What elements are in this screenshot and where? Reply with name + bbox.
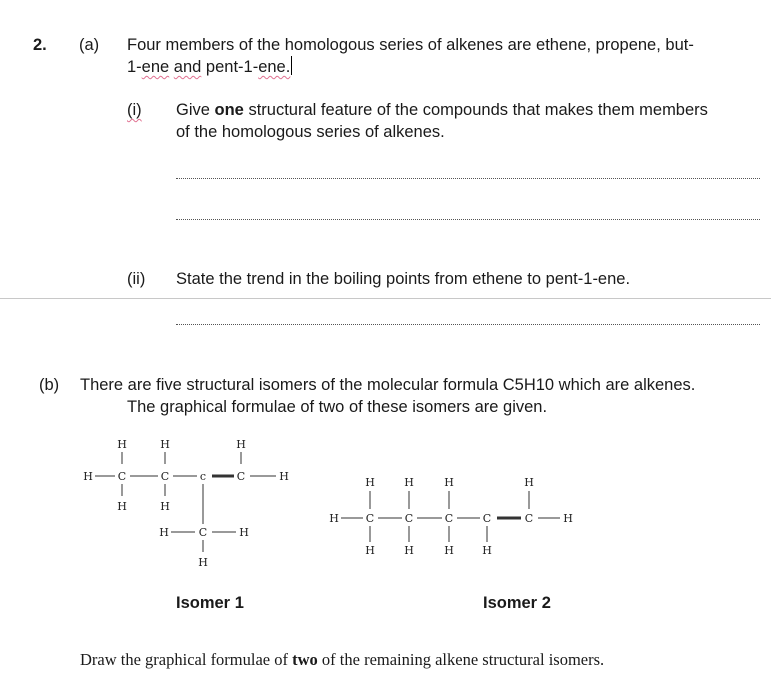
atom-c: C	[404, 512, 414, 525]
isomer-1-structure	[70, 432, 300, 582]
atom-h: H	[117, 500, 127, 513]
page-divider	[0, 298, 771, 299]
atom-h: H	[444, 544, 454, 557]
atom-c: c	[199, 470, 207, 483]
spellcheck-word: and	[173, 58, 202, 76]
atom-h: H	[365, 476, 375, 489]
atom-h: H	[160, 500, 170, 513]
atom-c: C	[236, 470, 246, 483]
answer-line[interactable]	[176, 219, 760, 220]
text-cursor	[291, 56, 292, 75]
sub-i-text-line2: of the homologous series of alkenes.	[176, 123, 445, 141]
part-b-text-line2: The graphical formulae of two of these isomers are given.	[127, 398, 548, 416]
atom-h: H	[160, 438, 170, 451]
atom-h: H	[404, 544, 414, 557]
atom-h: H	[83, 470, 93, 483]
atom-c: C	[198, 526, 208, 539]
atom-h: H	[236, 438, 246, 451]
part-a-label: (a)	[79, 36, 100, 54]
spellcheck-word: ene.	[258, 58, 291, 76]
question-number: 2.	[33, 36, 47, 54]
atom-h: H	[365, 544, 375, 557]
atom-h: H	[404, 476, 414, 489]
atom-c: C	[365, 512, 375, 525]
atom-h: H	[198, 556, 208, 569]
sub-ii-text: State the trend in the boiling points from ethene to pent-1-ene.	[176, 270, 631, 288]
isomer-2-structure	[320, 470, 590, 560]
atom-h: H	[279, 470, 289, 483]
atom-c: C	[524, 512, 534, 525]
sub-i-label: (i)	[127, 101, 142, 119]
part-b-text-line1: There are five structural isomers of the molecular formula C5H10 which are alkenes.	[80, 376, 696, 394]
sub-ii-label: (ii)	[127, 270, 146, 288]
atom-c: C	[482, 512, 492, 525]
spellcheck-word: ene	[141, 58, 170, 76]
atom-h: H	[159, 526, 169, 539]
atom-h: H	[329, 512, 339, 525]
atom-h: H	[482, 544, 492, 557]
atom-h: H	[239, 526, 249, 539]
part-b-label: (b)	[39, 376, 60, 394]
atom-h: H	[117, 438, 127, 451]
isomer-1-caption: Isomer 1	[176, 594, 244, 612]
isomer-2-caption: Isomer 2	[483, 594, 551, 612]
answer-line[interactable]	[176, 324, 760, 325]
part-a-intro-line2: 1-ene and pent-1-ene.	[127, 58, 291, 76]
atom-c: C	[160, 470, 170, 483]
atom-h: H	[524, 476, 534, 489]
atom-h: H	[444, 476, 454, 489]
atom-c: C	[117, 470, 127, 483]
atom-c: C	[444, 512, 454, 525]
atom-h: H	[563, 512, 573, 525]
instruction-text: Draw the graphical formulae of two of the remaining alkene structural isomers.	[80, 650, 605, 669]
sub-i-text: Give one structural feature of the compounds that makes them members	[176, 101, 708, 119]
answer-line[interactable]	[176, 178, 760, 179]
part-a-intro-line1: Four members of the homologous series of alkenes are ethene, propene, but-	[127, 36, 694, 54]
